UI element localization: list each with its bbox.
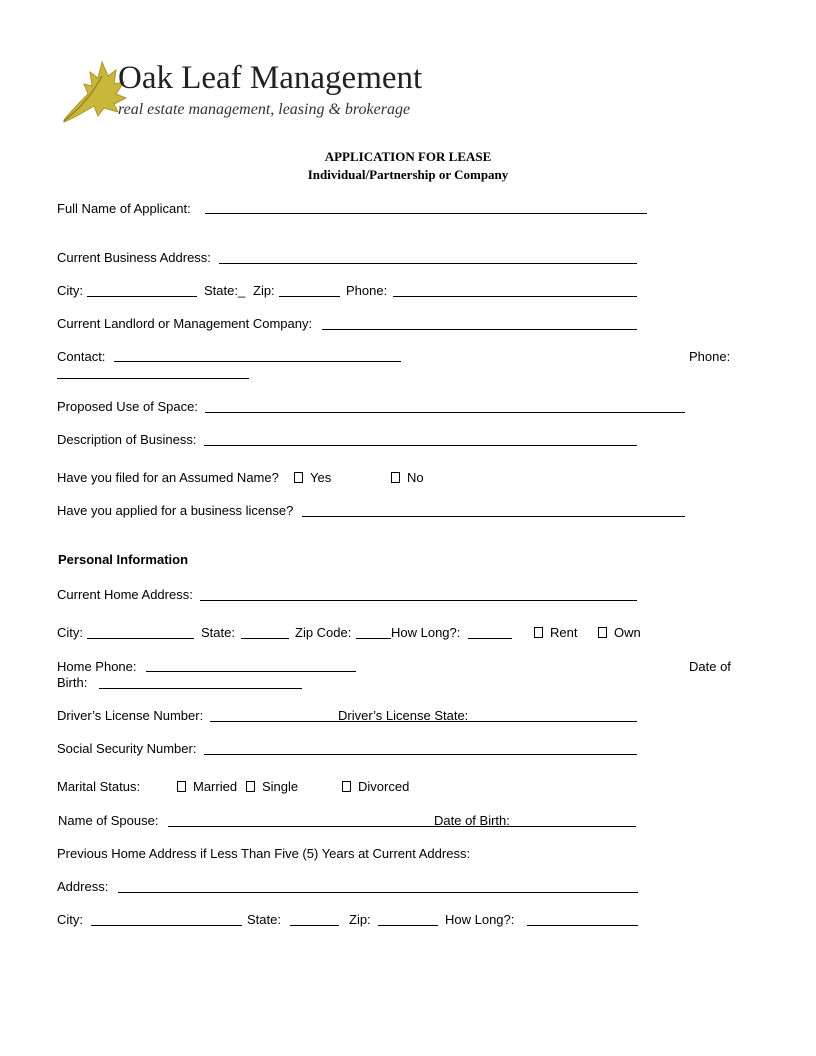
married-checkbox[interactable] (177, 781, 186, 792)
home-state-label: State: (201, 625, 235, 640)
company-logo (58, 50, 444, 130)
business-license-field[interactable] (302, 516, 685, 517)
own-label: Own (614, 625, 641, 640)
previous-address-note: Previous Home Address if Less Than Five (5) Years at Current Address: (57, 846, 471, 861)
business-phone-field[interactable] (393, 296, 637, 297)
proposed-use-label: Proposed Use of Space: (57, 399, 198, 414)
previous-city-label: City: (57, 912, 83, 927)
dl-state-label: Driver’s License State: (338, 708, 469, 723)
home-how-long-field[interactable] (468, 638, 512, 639)
business-phone-label: Phone: (346, 283, 388, 298)
assumed-name-question: Have you filed for an Assumed Name? (57, 470, 279, 485)
birth-date-field[interactable] (99, 688, 302, 689)
previous-how-long-label: How Long?: (445, 912, 515, 927)
no-checkbox[interactable] (391, 472, 400, 483)
divorced-checkbox[interactable] (342, 781, 351, 792)
spouse-name-label: Name of Spouse: (58, 813, 159, 828)
business-zip-label: Zip: (253, 283, 275, 298)
description-field[interactable] (204, 445, 637, 446)
oak-leaf-icon (64, 62, 126, 122)
home-address-label: Current Home Address: (57, 587, 193, 602)
home-state-field[interactable] (241, 638, 289, 639)
business-city-field[interactable] (87, 296, 197, 297)
home-how-long-label: How Long?: (391, 625, 461, 640)
proposed-use-field[interactable] (205, 412, 685, 413)
birth-label: Birth: (57, 675, 88, 690)
yes-checkbox[interactable] (294, 472, 303, 483)
home-city-field[interactable] (87, 638, 194, 639)
assumed-name-yes[interactable] (294, 470, 331, 486)
landlord-field[interactable] (322, 329, 637, 330)
business-state-label: State:_ (204, 283, 246, 298)
divorced-label: Divorced (358, 779, 410, 794)
contact-label: Contact: (57, 349, 106, 364)
previous-zip-label: Zip: (349, 912, 371, 927)
page-subtitle: Individual/Partnership or Company (307, 167, 509, 182)
logo-company-name: Oak Leaf Management (118, 60, 423, 96)
contact-phone-label: Phone: (689, 349, 731, 364)
home-city-label: City: (57, 625, 83, 640)
previous-address-label: Address: (57, 879, 109, 894)
business-address-label: Current Business Address: (57, 250, 211, 265)
previous-address-field[interactable] (118, 892, 638, 893)
assumed-name-no[interactable] (391, 470, 424, 486)
full-name-label: Full Name of Applicant: (57, 201, 191, 216)
marital-status-label: Marital Status: (57, 779, 141, 794)
rent-label: Rent (550, 625, 578, 640)
home-address-field[interactable] (200, 600, 637, 601)
previous-state-label: State: (247, 912, 281, 927)
no-label: No (407, 470, 424, 485)
married-label: Married (193, 779, 238, 794)
divorced-option[interactable] (342, 779, 409, 795)
rent-option[interactable] (534, 625, 577, 641)
business-license-label: Have you applied for a business license? (57, 503, 294, 518)
landlord-label: Current Landlord or Management Company: (57, 316, 313, 331)
single-label: Single (262, 779, 299, 794)
spouse-dob-label: Date of Birth: (434, 813, 510, 828)
single-option[interactable] (246, 779, 298, 795)
page-title: APPLICATION FOR LEASE (324, 149, 492, 164)
own-checkbox[interactable] (598, 627, 607, 638)
ssn-label: Social Security Number: (57, 741, 197, 756)
previous-state-field[interactable] (290, 925, 339, 926)
own-option[interactable] (598, 625, 641, 641)
description-label: Description of Business: (57, 432, 197, 447)
contact-field[interactable] (114, 361, 401, 362)
home-zip-field[interactable] (356, 638, 391, 639)
business-address-field[interactable] (219, 263, 637, 264)
personal-info-heading: Personal Information (58, 552, 189, 567)
rent-checkbox[interactable] (534, 627, 543, 638)
business-city-label: City: (57, 283, 83, 298)
married-option[interactable] (177, 779, 237, 795)
previous-how-long-field[interactable] (527, 925, 638, 926)
single-checkbox[interactable] (246, 781, 255, 792)
previous-city-field[interactable] (91, 925, 242, 926)
yes-label: Yes (310, 470, 332, 485)
spouse-name-field[interactable] (168, 826, 636, 827)
home-phone-field[interactable] (146, 671, 356, 672)
home-zip-label: Zip Code: (295, 625, 352, 640)
previous-zip-field[interactable] (378, 925, 438, 926)
dl-number-label: Driver’s License Number: (57, 708, 204, 723)
business-zip-field[interactable] (279, 296, 340, 297)
date-of-label: Date of (689, 659, 731, 674)
contact-phone-field[interactable] (57, 378, 249, 379)
full-name-field[interactable] (205, 213, 647, 214)
home-phone-label: Home Phone: (57, 659, 137, 674)
logo-tagline: real estate management, leasing & brokerage (118, 101, 411, 118)
ssn-field[interactable] (204, 754, 637, 755)
